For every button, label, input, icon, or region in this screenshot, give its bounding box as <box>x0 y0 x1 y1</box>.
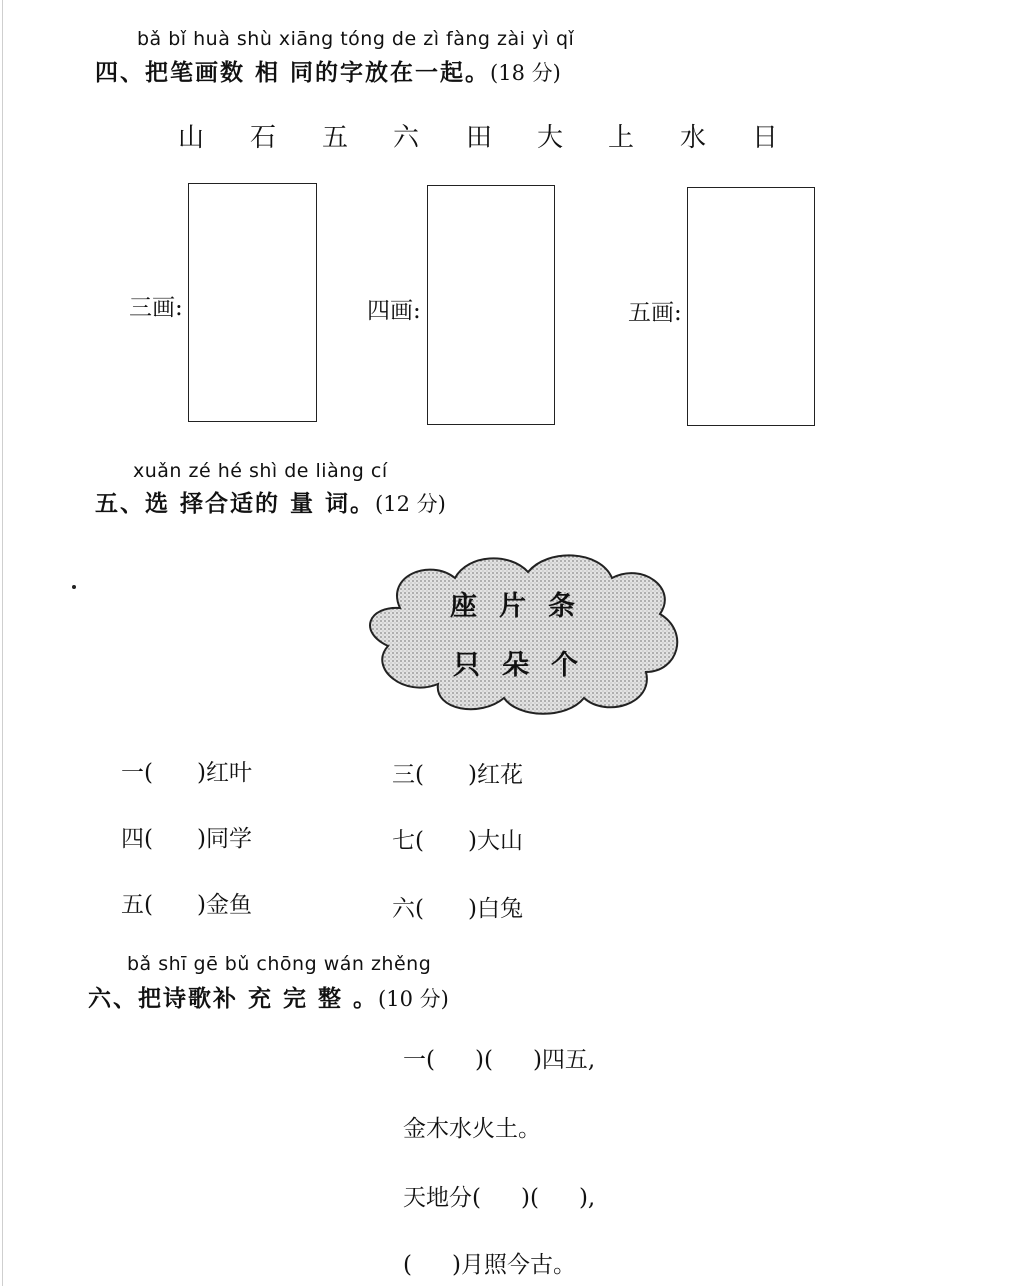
section4-title-text: 四、把笔画数 相 同的字放在一起。 <box>95 60 491 86</box>
char-3: 五 <box>322 123 349 153</box>
section6-title <box>88 980 449 1013</box>
item-prefix: 四( <box>121 826 153 852</box>
group-label-four-strokes: 四画: <box>367 298 421 324</box>
cloud-words-line1: 座片条 <box>450 591 597 622</box>
poem-text: ( <box>403 1252 412 1278</box>
poem-line-4 <box>403 1246 576 1279</box>
poem-line-2: 金木水火土。 <box>403 1116 541 1142</box>
item-prefix: 三( <box>392 762 424 788</box>
cloud-words-line2: 只朵个 <box>453 650 600 681</box>
poem-text: 一( <box>403 1047 435 1073</box>
section6-title-text: 六、把诗歌补 充 完 整 。 <box>88 986 379 1012</box>
char-6: 大 <box>537 123 564 153</box>
section4-pinyin: bǎ bǐ huà shù xiāng tóng de zì fàng zài yì qǐ <box>137 28 575 50</box>
measure-item-5 <box>392 822 523 855</box>
char-5: 田 <box>466 123 493 153</box>
scan-margin-line <box>2 0 3 1286</box>
character-list <box>0 117 1024 151</box>
poem-line-3 <box>403 1179 595 1212</box>
item-prefix: 七( <box>392 828 424 854</box>
poem-text: 天地分( <box>403 1185 481 1211</box>
group-label-five-strokes: 五画: <box>628 300 682 326</box>
section5-title <box>95 485 446 518</box>
poem-text: )( <box>474 1047 493 1073</box>
section4-score: (18 分) <box>490 61 561 85</box>
poem-line-1 <box>403 1041 595 1074</box>
cloud-word-bank <box>360 548 690 720</box>
measure-item-4 <box>392 756 523 789</box>
item-prefix: 五( <box>121 892 153 918</box>
section6-score: (10 分) <box>378 987 449 1011</box>
section5-pinyin: xuǎn zé hé shì de liàng cí <box>133 460 388 482</box>
measure-item-2 <box>121 820 252 853</box>
section4-title <box>95 54 561 87</box>
item-suffix: )红花 <box>467 762 523 788</box>
item-prefix: 一( <box>121 760 153 786</box>
char-8: 水 <box>680 123 707 153</box>
section5-score: (12 分) <box>375 492 446 516</box>
char-1: 山 <box>178 123 205 153</box>
measure-item-6 <box>392 890 523 923</box>
poem-text: )四五, <box>532 1047 596 1073</box>
item-prefix: 六( <box>392 896 424 922</box>
section6-pinyin: bǎ shī gē bǔ chōng wán zhěng <box>127 953 432 975</box>
item-suffix: )金鱼 <box>196 892 252 918</box>
poem-text: ), <box>578 1185 596 1211</box>
measure-item-1 <box>121 754 252 787</box>
measure-item-3 <box>121 886 252 919</box>
poem-text: )( <box>520 1185 539 1211</box>
section5-title-text: 五、选 择合适的 量 词。 <box>95 491 376 517</box>
char-7: 上 <box>608 123 635 153</box>
answer-box-four-strokes[interactable] <box>427 185 555 425</box>
char-2: 石 <box>250 123 277 153</box>
poem-text: )月照今古。 <box>451 1252 576 1278</box>
answer-box-five-strokes[interactable] <box>687 187 815 426</box>
item-suffix: )大山 <box>467 828 523 854</box>
item-suffix: )红叶 <box>196 760 252 786</box>
item-suffix: )白兔 <box>467 896 523 922</box>
group-label-three-strokes: 三画: <box>129 295 183 321</box>
item-suffix: )同学 <box>196 826 252 852</box>
answer-box-three-strokes[interactable] <box>188 183 317 422</box>
char-4: 六 <box>393 123 420 153</box>
char-9: 日 <box>752 123 779 153</box>
stray-mark <box>72 585 76 589</box>
